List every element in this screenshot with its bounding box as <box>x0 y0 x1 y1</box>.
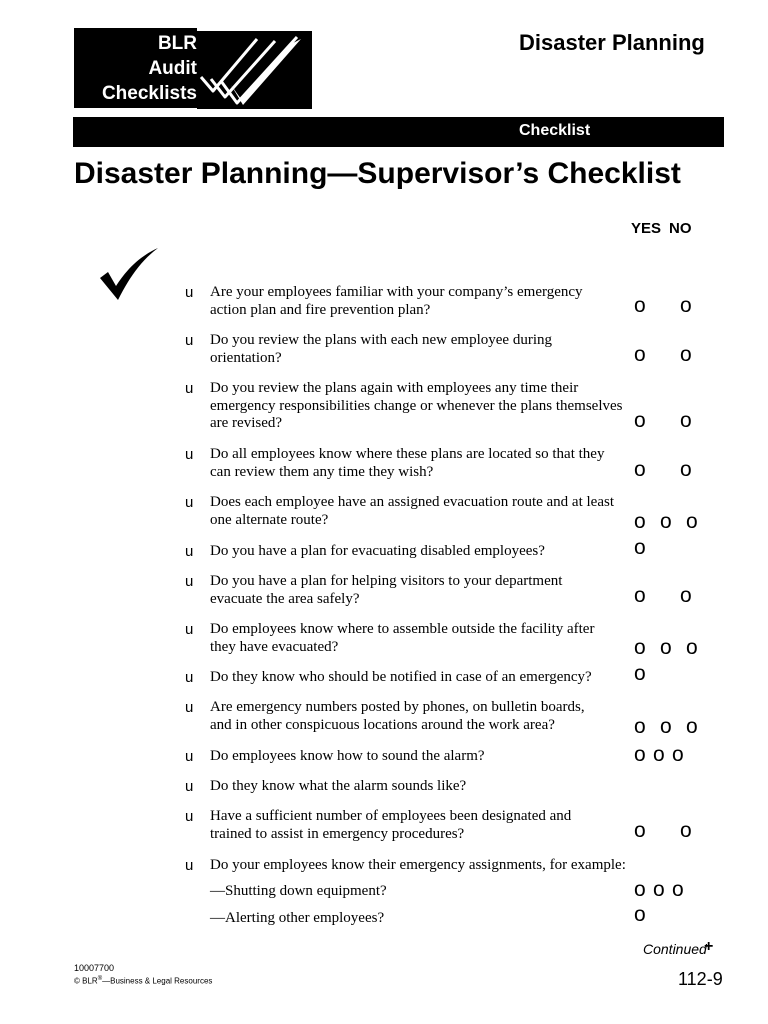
question-line: and in other conspicuous locations around the work area? <box>210 716 555 733</box>
question-line: Do you review the plans with each new employee during <box>210 332 552 348</box>
no-checkbox[interactable]: o <box>660 510 672 533</box>
question-bullet: u <box>185 808 194 825</box>
question-bullet: u <box>185 380 194 397</box>
question-8 <box>210 621 594 656</box>
question-7 <box>210 573 562 608</box>
question-line: Do they know who should be notified in case of an emergency? <box>210 669 592 685</box>
question-line: Have a sufficient number of employees been designated and <box>210 808 572 824</box>
copyright-prefix: © BLR <box>74 976 98 986</box>
page-number: 112-9 <box>678 969 723 989</box>
question-line: one alternate route? <box>210 511 329 528</box>
yes-checkbox[interactable]: o <box>634 819 646 842</box>
no-checkbox[interactable]: o <box>680 409 692 432</box>
logo-line-audit: Audit <box>148 58 197 79</box>
yes-checkbox[interactable]: o <box>686 510 698 533</box>
question-5 <box>210 494 614 529</box>
question-bullet: u <box>185 332 194 349</box>
question-line: action plan and fire prevention plan? <box>210 301 431 318</box>
question-bullet: u <box>185 778 194 795</box>
question-11 <box>210 748 485 766</box>
no-checkbox[interactable]: o <box>634 662 646 685</box>
no-checkbox[interactable]: o <box>653 878 665 901</box>
question-4 <box>210 446 604 481</box>
logo-line-checklists: Checklists <box>101 83 197 104</box>
yes-checkbox[interactable]: o <box>686 636 698 659</box>
continued-mark: + <box>704 938 714 955</box>
question-1 <box>210 284 583 319</box>
question-3 <box>210 380 623 433</box>
question-bullet: u <box>185 494 194 511</box>
yes-checkbox[interactable]: o <box>634 458 646 481</box>
question-line: Are emergency numbers posted by phones, on bulletin boards, <box>210 699 585 715</box>
question-line: Do employees know where to assemble outside the facility after <box>210 621 595 637</box>
no-checkbox[interactable]: o <box>680 458 692 481</box>
question-line: Do all employees know where these plans are located so that they <box>210 446 605 462</box>
copyright-notice <box>74 976 212 986</box>
question-bullet: u <box>185 543 194 560</box>
no-checkbox[interactable]: o <box>634 536 646 559</box>
yes-checkbox[interactable]: o <box>634 510 646 533</box>
question-bullet: u <box>185 699 194 716</box>
question-line: can review them any time they wish? <box>210 463 434 480</box>
continued-label: Continued <box>643 941 707 957</box>
question-bullet: u <box>185 857 194 874</box>
yes-checkbox[interactable]: o <box>634 409 646 432</box>
no-column-label: NO <box>669 220 692 237</box>
question-bullet: u <box>185 748 194 765</box>
question-13 <box>210 808 571 843</box>
yes-checkbox[interactable]: o <box>634 343 646 366</box>
sub-item-shutting-down: —Shutting down equipment? <box>210 883 387 899</box>
no-checkbox[interactable]: o <box>680 584 692 607</box>
no-checkbox[interactable]: o <box>634 743 646 766</box>
question-line: are revised? <box>210 415 283 431</box>
header-title: Disaster Planning <box>519 30 705 55</box>
question-10 <box>210 699 585 734</box>
header-bar-label: Checklist <box>519 122 591 139</box>
yes-checkbox[interactable]: o <box>634 715 646 738</box>
no-checkbox[interactable]: o <box>634 903 646 926</box>
blr-logo-text-box <box>74 28 197 108</box>
question-line: Are your employees familiar with your company’s emergency <box>210 284 583 300</box>
question-line: trained to assist in emergency procedures? <box>210 825 465 842</box>
no-checkbox[interactable]: o <box>680 819 692 842</box>
no-checkbox[interactable]: o <box>660 715 672 738</box>
yes-checkbox[interactable]: o <box>634 878 646 901</box>
question-line: Do you review the plans again with employees any time their <box>210 380 579 396</box>
yes-checkbox[interactable]: o <box>634 636 646 659</box>
yes-checkbox[interactable]: o <box>686 715 698 738</box>
page-title: Disaster Planning—Supervisor’s Checklist <box>74 157 681 190</box>
no-checkbox[interactable]: o <box>680 294 692 317</box>
document-code: 10007700 <box>74 963 115 973</box>
yes-checkbox[interactable]: o <box>634 584 646 607</box>
question-bullet: u <box>185 446 194 463</box>
question-line: evacuate the area safely? <box>210 590 360 607</box>
question-line: Do you have a plan for evacuating disabled employees? <box>210 543 545 559</box>
copyright-suffix: —Business & Legal Resources <box>102 976 213 986</box>
question-bullet: u <box>185 621 194 638</box>
logo-checkmarks-icon <box>197 31 312 109</box>
question-bullet: u <box>185 284 194 301</box>
yes-column-label: YES <box>631 220 662 237</box>
question-line: orientation? <box>210 349 282 366</box>
yes-checkbox[interactable]: o <box>672 878 684 901</box>
question-6 <box>210 543 545 561</box>
sub-item-alerting: —Alerting other employees? <box>210 910 385 926</box>
question-bullet: u <box>185 669 194 686</box>
registered-mark: ® <box>97 976 103 982</box>
no-checkbox[interactable]: o <box>660 636 672 659</box>
question-line: Do you have a plan for helping visitors to your department <box>210 573 563 589</box>
question-line: Do employees know how to sound the alarm? <box>210 748 485 764</box>
logo-line-blr: BLR <box>157 33 197 54</box>
question-line: Do your employees know their emergency assignments, for example: <box>210 857 626 873</box>
checkmark-icon <box>98 246 160 304</box>
yes-checkbox[interactable]: o <box>653 743 665 766</box>
question-9 <box>210 669 592 687</box>
question-2 <box>210 332 552 367</box>
header-bar <box>73 117 724 147</box>
question-12 <box>210 778 466 796</box>
question-line: they have evacuated? <box>210 638 339 655</box>
question-14 <box>210 857 626 875</box>
question-line: Do they know what the alarm sounds like? <box>210 778 467 794</box>
question-line: Does each employee have an assigned evacuation route and at least <box>210 494 614 510</box>
logo-text <box>102 31 197 106</box>
question-line: emergency responsibilities change or whenever the plans themselves <box>210 397 623 414</box>
no-checkbox[interactable]: o <box>680 343 692 366</box>
no-checkbox[interactable]: o <box>672 743 684 766</box>
question-bullet: u <box>185 573 194 590</box>
yes-checkbox[interactable]: o <box>634 294 646 317</box>
